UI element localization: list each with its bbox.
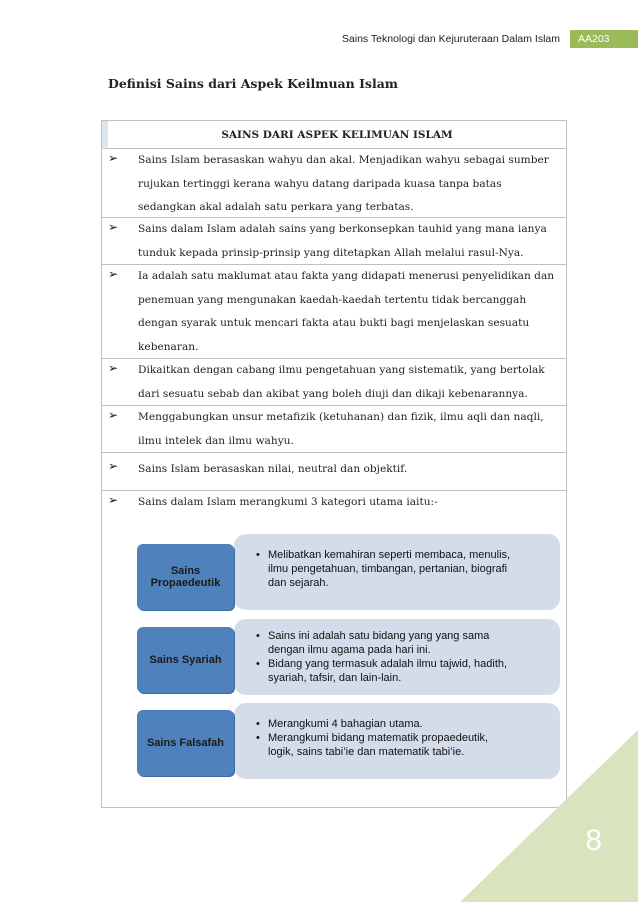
- table-row: [102, 218, 566, 265]
- page-number: 8: [585, 824, 602, 857]
- table-row: [102, 149, 566, 218]
- arrow-bullet-icon: ➢: [108, 459, 119, 473]
- bullet-dot-icon: •: [256, 732, 260, 744]
- course-code-badge: AA203: [570, 30, 638, 48]
- arrow-bullet-icon: ➢: [108, 493, 119, 507]
- row-text: Sains dalam Islam adalah sains yang berkonsepkan tauhid yang mana ianya tunduk kepada prinsip-prinsip yang ditetapkan Allah melalui rasul-Nya.: [138, 223, 547, 259]
- arrow-bullet-icon: ➢: [108, 361, 119, 375]
- row-text: Sains Islam berasaskan wahyu dan akal. Menjadikan wahyu sebagai sumber rujukan tertinggi kerana wahyu datang daripada kuasa tanpa batas sedangkan akal adalah satu perkara yang terbatas.: [138, 154, 549, 213]
- arrow-bullet-icon: ➢: [108, 151, 119, 165]
- category-description-box: • Melibatkan kemahiran seperti membaca, menulis, ilmu pengetahuan, timbangan, pertanian, biografi dan sejarah.: [234, 534, 560, 610]
- table-heading: SAINS DARI ASPEK KELIMUAN ISLAM: [102, 121, 566, 149]
- category-label: Sains Falsafah: [137, 710, 234, 776]
- category-label: Sains Propaedeutik: [137, 544, 234, 610]
- row-text: Sains Islam berasaskan nilai, neutral dan objektif.: [138, 463, 408, 475]
- row-text: Sains dalam Islam merangkumi 3 kategori utama iaitu:-: [138, 496, 438, 508]
- row-text: Menggabungkan unsur metafizik (ketuhanan) dan fizik, ilmu aqli dan naqli, ilmu intelek dan ilmu wahyu.: [138, 411, 544, 447]
- category-description-box: • Merangkumi 4 bahagian utama. • Merangkumi bidang matematik propaedeutik, logik, sains tabi’ie dan matematik tabi’ie.: [234, 703, 560, 779]
- arrow-bullet-icon: ➢: [108, 267, 119, 281]
- category-description-box: • Sains ini adalah satu bidang yang yang sama dengan ilmu agama pada hari ini. • Bidang yang termasuk adalah ilmu tajwid, hadith, syariah, tafsir, dan lain-lain.: [234, 619, 560, 695]
- row-text: Ia adalah satu maklumat atau fakta yang didapati menerusi penyelidikan dan penemuan yang mengunakan kaedah-kaedah tertentu tidak bercanggah dengan syarak untuk mencari fakta atau bukti bagi menjelaskan sesuatu kebenaran.: [138, 270, 555, 353]
- table-row: [102, 406, 566, 453]
- table-row: [102, 453, 566, 491]
- bullet-dot-icon: •: [256, 549, 260, 561]
- page-header: [342, 30, 638, 48]
- arrow-bullet-icon: ➢: [108, 220, 119, 234]
- category-label: Sains Syariah: [137, 627, 234, 693]
- bullet-dot-icon: •: [256, 630, 260, 642]
- table-row: [102, 265, 566, 359]
- row-text: Dikaitkan dengan cabang ilmu pengetahuan yang sistematik, yang bertolak dari sesuatu sebab dan akibat yang boleh diuji dan dikaji kebenarannya.: [138, 364, 545, 400]
- arrow-bullet-icon: ➢: [108, 408, 119, 422]
- page-title: Definisi Sains dari Aspek Keilmuan Islam: [108, 76, 399, 91]
- table-row: [102, 359, 566, 406]
- header-title: Sains Teknologi dan Kejuruteraan Dalam Islam: [341, 33, 560, 45]
- bullet-dot-icon: •: [256, 658, 260, 670]
- corner-decoration: [460, 730, 638, 902]
- bullet-dot-icon: •: [256, 718, 260, 730]
